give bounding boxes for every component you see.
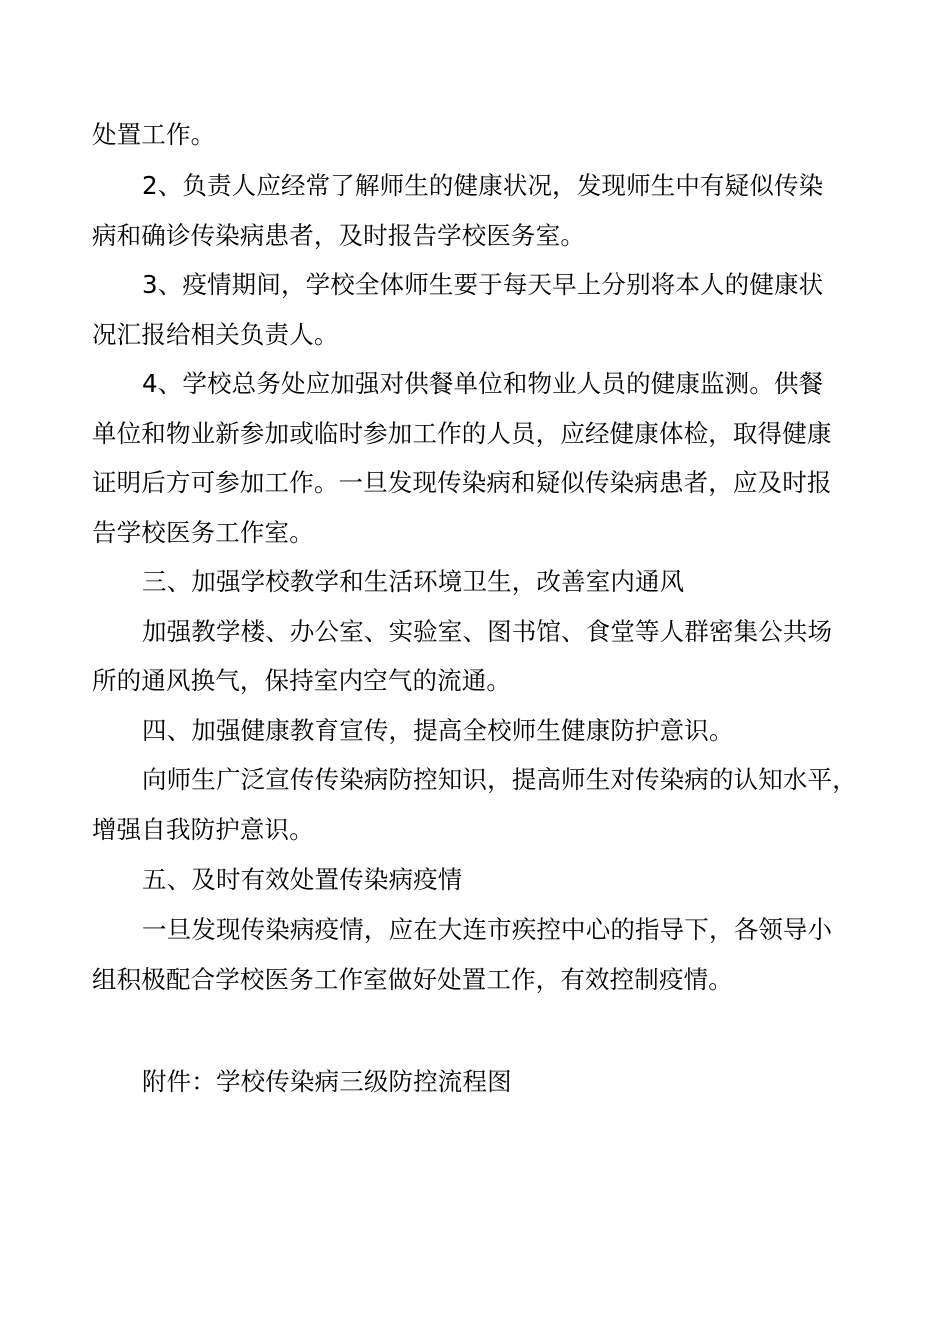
text-line: 增强自我防护意识。 xyxy=(92,815,314,844)
section-heading: 五、及时有效处置传染病疫情 xyxy=(142,865,463,894)
section-heading: 三、加强学校教学和生活环境卫生，改善室内通风 xyxy=(142,567,685,596)
text-line: 证明后方可参加工作。一旦发现传染病和疑似传染病患者，应及时报 xyxy=(92,468,832,497)
text-line: 一旦发现传染病疫情，应在大连市疾控中心的指导下，各领导小 xyxy=(142,915,833,944)
text-line: 告学校医务工作室。 xyxy=(92,518,314,547)
text-line: 加强教学楼、办公室、实验室、图书馆、食堂等人群密集公共场 xyxy=(142,617,833,646)
attachment-note: 附件：学校传染病三级防控流程图 xyxy=(142,1067,512,1096)
text-line: 向师生广泛宣传传染病防控知识，提高师生对传染病的认知水平， xyxy=(142,765,857,794)
text-line: 所的通风换气，保持室内空气的流通。 xyxy=(92,666,512,695)
text-line: 组积极配合学校医务工作室做好处置工作，有效控制疫情。 xyxy=(92,965,733,994)
text-line: 况汇报给相关负责人。 xyxy=(92,320,339,349)
text-line: 单位和物业新参加或临时参加工作的人员，应经健康体检，取得健康 xyxy=(92,419,832,448)
text-line: 2、负责人应经常了解师生的健康状况，发现师生中有疑似传染 xyxy=(142,171,824,200)
text-line: 病和确诊传染病患者，及时报告学校医务室。 xyxy=(92,221,585,250)
text-line: 3、疫情期间，学校全体师生要于每天早上分别将本人的健康状 xyxy=(142,270,824,299)
text-line: 处置工作。 xyxy=(92,120,216,149)
section-heading: 四、加强健康教育宣传，提高全校师生健康防护意识。 xyxy=(142,716,734,745)
text-line: 4、学校总务处应加强对供餐单位和物业人员的健康监测。供餐 xyxy=(142,369,824,398)
